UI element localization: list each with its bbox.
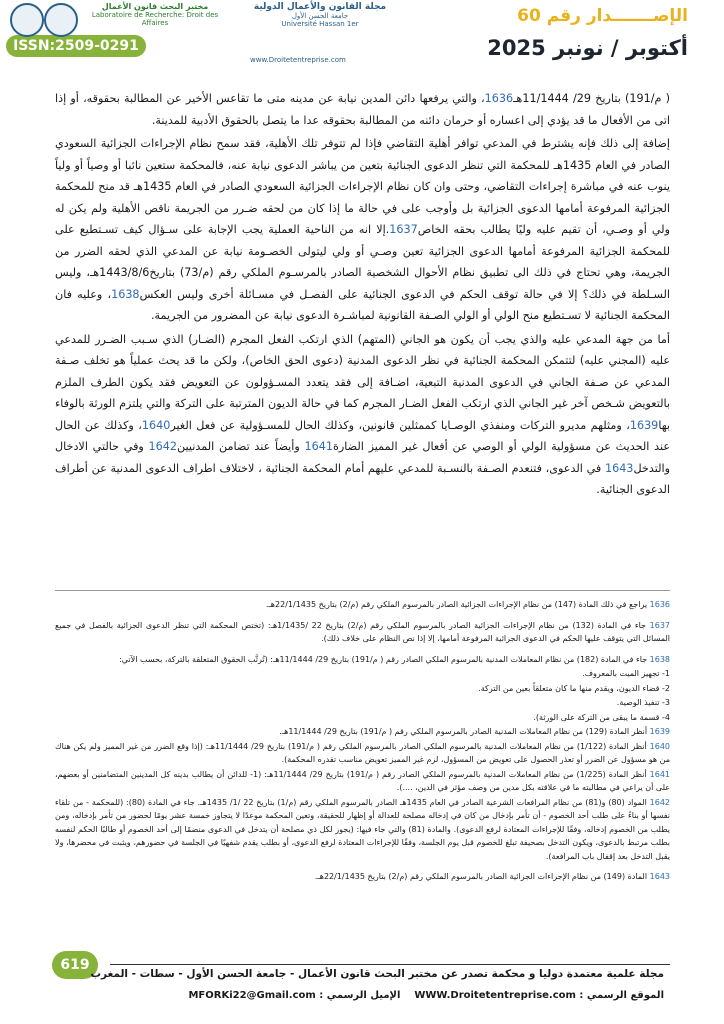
footnote-separator [55,590,670,591]
footnote-reference[interactable]: 1636 [484,92,514,105]
journal-logo-icon [10,3,44,37]
footnote-number: 1636 [649,600,670,609]
footnote-reference[interactable]: 1643 [604,461,634,475]
footnote-list-item: 2- قضاء الديون، ويقدم منها ما كان متعلقاً بعين من التركة. [478,683,670,693]
issn-badge: ISSN:2509-0291 [6,35,146,57]
footnote-list-item: 1- تجهيز الميت بالمعروف. [582,669,670,678]
footnote-text: يراجع في ذلك المادة (147) من نظام الإجراءات الجزائية الصادر بالمرسوم الملكي رقم (م/2) بتاريخ 22/1/1435هـ. [265,600,648,609]
footnote-1640 [55,740,670,767]
footnote-number: 1643 [649,872,670,881]
logo-website: www.Droitetentreprise.com [250,56,346,64]
footer-email[interactable]: الإميل الرسمي : MFORKi22@Gmail.com [188,990,401,1001]
page-number: 619 [52,951,98,979]
lab-logo-subtitle: Laboratoire de Recherche: Droit des Affaires [91,11,219,27]
footer-contact [188,990,664,1001]
journal-logo-university: جامعة الحسن الأول [291,12,349,20]
footnote-reference[interactable]: 1639 [629,418,659,432]
footnote-reference[interactable]: 1640 [141,418,171,432]
footnote-1638 [55,653,670,667]
footnotes [55,598,670,885]
footnote-reference[interactable]: 1641 [304,440,333,453]
lab-logo-title: مختبر البحث قانون الأعمال [101,2,209,11]
footnote-text: المادة (149) من نظام الإجراءات الجزائية الصادر بالمرسوم الملكي رقم (م/2) بتاريخ 22/1/1435هـ. [314,872,648,881]
issue-number: 60 [517,6,541,26]
issue-date: أكتوبر / نونبر 2025 [487,36,688,60]
footnote-number: 1637 [649,620,671,630]
issue-label-text: الإصـــــــدار رقم [546,6,688,26]
paragraph-1: ( م/191) بتاريخ 29/ 11/1444هـ1636، والتي يرفعها دائن المدين نيابة عن مدينه متى ما تقاعس الأخير عن المطالبة بحقوقه، أو إذا اتى من الأفعال ما قد يؤدي إلى اعساره أو حرمان دائنه من المطالبة بحقوقه عدا ما يتصل بالحقوق الأدبية للمدينة. [55,92,670,127]
paragraph-2: إضافة إلى ذلك فإنه يشترط في المدعي توافر أهلية التقاضي فإذا لم تتوفر تلك الأهلية، فقد سمح نظام الإجراءات الجزائية السعودي الصادر في العام 1435هـ للمحكمة التي تنظر الدعوى الجنائية بتعين من يباشر الدعوى نيابة عنه، فالمحكمة ستعين نائبا أو وصياً أو ولياً ينوب عنه في مباشرة إجراءات التقاضي، وحتى وان كان نظام الإجراءات الجزائية السعودي الصادر في العام 1435هـ قد منح للمحكمة الجزائية المرفوعة أمامها الدعوى الجزائية بل وأوجب على في حالة ما إذا كان من لحقه ضـرر من الجريمة ناقص الأهلية ولم يكن له ولي أو وصـي، أن تقيم عليه وليًا يطالب بحقه الخاص1637.إلا انه من الناحية العملية يجب الإجابة على سـؤال كيف تسـتطيع على للمحكمة الجزائية المرفوعة أمامها الدعوى الجزائية تعين وصـي أو ولي ليتولى الخصـومة نيابة عن المدعي الذي لحقه الضرر من الجريمة، وهي تحتاج في ذلك الى تطبيق نظام الأحوال الشخصية الصادر بالمرسـوم الملكي رقم (م/73) بتاريخ1443/8/6هـ، وليس السـلطة في ذلك؟ إلا في حالة توقف الحكم في الدعوى الجنائية على الفصـل في مسـائلة أخرى وليس العكس1638، وعليه فان المحكمة الجنائية لا تسـتطيع منح الولي أو الولي الصـفة القانونية لمباشـرة الدعوى نيابة عن المضرور من الجريمة. [55,137,671,322]
footer-journal-info: مجلة علمية معتمدة دوليا و محكمة تصدر عن مختبر البحث قانون الأعمال - جامعة الحسن الأول - سطات - المغرب [90,968,664,980]
journal-logo [230,2,410,36]
footnote-number: 1641 [649,769,671,779]
footnote-list-item: 3- تنفيذ الوصية. [616,698,670,707]
page-header [0,0,724,70]
paragraph-3: أما من جهة المدعي عليه والذي يجب أن يكون هو الجاني (المتهم) الذي ارتكب الفعل المجرم (الضـار) الذي سـبب الضـرر للمدعي عليه (المجني عليه) لتتمكن المحكمة الجنائية في نظر الدعوى المدنية (دعوى الحق الخاص)، ولكن ما قد يحث عملياً هو تخلف صـفة المدعي عن صـفة الجاني في الدعوى المدنية التبعية، اضـافة إلى فقد يتعدد المسـؤولون عن التعويض فقد يكون الطرف الملزم بالتعويض شـخص آخر غير الجاني الذي ارتكب الفعل الضـار المجرم كما في حالة الديون المترتبة على التركة والتي يلتزم الورثة بالوفاء بها1639، ومثلهم مديرو التركات ومنفذي الوصـايا كممثلين قانونين، وكذلك الحال للمسـؤولية عن فعل الغير1640، وكذلك عن الحال عند الحديث عن مسؤولية الولي أو الوصي عن أفعال غير المميز الضارة1641 وأيضاً عند تضامن المدنيين1642 وفي حالتي الادخال والتدخل1643 في الدعوى، فتنعدم الصـفة بالنسـبة للمدعي عليهم أمام المحكمة الجنائية ، لاختلاف اطراف الدعوى المدنية عن أطراف الدعوى الجنائية. [55,332,670,496]
footnote-1637 [55,619,670,646]
journal-logo-title: مجلة القانون والأعمال الدولية [253,2,387,12]
footnote-reference[interactable]: 1637 [389,223,418,236]
footnote-number: 1640 [649,741,671,751]
footnote-1641 [55,768,670,795]
journal-logo-latin: Université Hassan 1er [281,20,359,28]
footnote-text: جاء في المادة (132) من نظام الإجراءات الجزائية الصادر بالمرسوم الملكي رقم (م/2) بتاريخ 22 /1/1435هـ: (تختص المحكمة التي تنظر الدعوى الجزائية بالفصل في جميع المسائل التي يتوقف عليها الحكم في الدعوى الجزائية المرفوعة أمامها، إلا إذا نص النظام على خلاف ذلك). [55,620,670,643]
footnote-1642 [55,796,670,864]
footnote-text: جاء في المادة (182) من نظام المعاملات المدنية بالمرسوم الملكي الصادر رقم ( م/191) بتاريخ 29/ 11/1444هـ: (تُرتَّب الحقوق المتعلقة بالتركة، بحسب الآتي: [119,654,648,664]
footnote-text: أنظر المادة (1/122) من نظام المعاملات المدنية بالمرسوم الملكي الصادر بالمرسوم الملكي رقم ( م/191) بتاريخ 29/ 11/1444هـ: (إذا وقع الضرر من غير المميز ولم يكن هناك من هو مسؤول عن الضرر أو تعذر الحصول على تعويض من المسؤول، لزم غير المميز تعويض مناسب تقدره المحكمة). [55,741,670,764]
footnote-1636 [55,598,670,612]
footnote-text: المواد (80) و(81) من نظام المرافعات الشرعية الصادر في العام 1435هـ الصادر بالمرسوم الملكي رقم (م/1) بتاريخ 22 /1/ 1435هـ. جاء في المادة (80): (للمحكمة - من تلقاء نفسها أو بناءً على طلب أحد الخصوم - أن تأمر بإدخال من كان في إدخاله مصلحة للعدالة أو إظهار للحقيقة، وتعين المحكمة موعدًا لا يتجاوز خمسة عشر يومًا لحضور من تأمر بإدخاله، ومن يطلب من الخصوم إدخاله، وفقًا للإجراءات المعتادة لرفع الدعوى). والمادة (81) والتي جاء فيها: (يجوز لكل ذي مصلحة أن يتدخل في الدعوى منضمًا إلى أحد الخصوم أو طالبًا الحكم لنفسه بطلب مرتبط بالدعوى، ويكون التدخل بصحيفة تبلغ للخصوم قبل يوم الجلسة، وفقًا للإجراءات المعتادة لرفع الدعوى، أو بطلب يقدم شفهيًا في الجلسة في حضورهم، ويثبت في محضرها، ولا يقبل التدخل بعد إقفال باب المرافعة). [55,797,670,861]
issue-label [517,6,688,26]
footnote-list-item: 4- قسمة ما يبقى من التركة على الورثة). [533,712,670,722]
footnote-reference[interactable]: 1638 [111,287,140,301]
footer-divider [110,964,670,965]
footnote-reference[interactable]: 1642 [148,440,178,453]
footnote-number: 1639 [649,727,670,736]
footnote-text: أنظر المادة (1/225) من نظام المعاملات المدنية بالمرسوم الملكي الصادر رقم ( م/191) بتاريخ 29/ 11/1444هـ: (1- للدائن أن يطالب بدينه كل المدينين المتضامنين أو بعضهم، على أن يراعي في مطالبته ما في علاقته بكل مدين من وصف مؤثر في الدين، ....). [55,769,670,792]
article-body [55,88,670,501]
footnote-number: 1638 [649,654,670,664]
lab-logo-icon [44,3,78,37]
footer-website[interactable]: الموقع الرسمي : WWW.Droitetentreprise.com [414,990,664,1001]
footnote-number: 1642 [649,797,671,807]
footnote-text: أنظر المادة (129) من نظام المعاملات المدنية الصادر بالمرسوم الملكي رقم ( م/191) بتاريخ 29/ 11/1444هـ. [279,727,648,736]
footnote-1643 [55,870,670,884]
lab-logo [80,2,230,34]
footnote-1639 [55,725,670,739]
